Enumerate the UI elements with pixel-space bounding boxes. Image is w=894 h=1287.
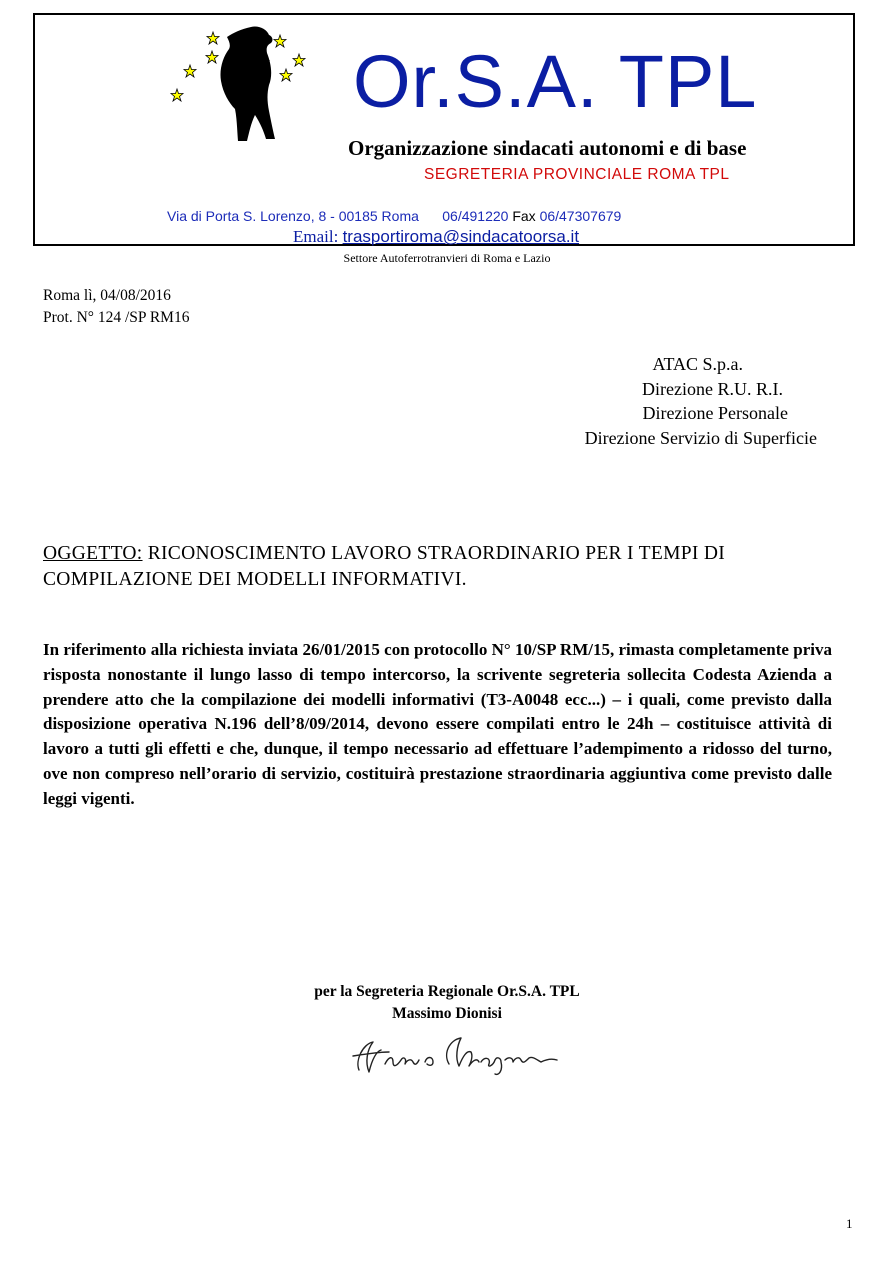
recipient-line: Direzione R.U. R.I.: [642, 378, 783, 399]
signature-block: [0, 981, 894, 1025]
recipient-line: Direzione Personale: [642, 403, 788, 423]
signature-role: per la Segreteria Regionale Or.S.A. TPL: [314, 983, 580, 1000]
segreteria-title: SEGRETERIA PROVINCIALE ROMA TPL: [424, 166, 730, 183]
letter-date: Roma lì, 04/08/2016: [43, 287, 171, 304]
email-line: [293, 227, 579, 247]
subject-text: RICONOSCIMENTO LAVORO STRAORDINARIO PER I TEMPI DI COMPILAZIONE DEI MODELLI INFORMATIVI.: [43, 543, 725, 590]
phone-number: 06/491220: [442, 208, 509, 224]
star-icon: [171, 89, 183, 101]
handwritten-signature: [345, 1030, 565, 1078]
street-address: Via di Porta S. Lorenzo, 8 -: [167, 208, 339, 224]
star-icon: [206, 51, 218, 63]
brand-title: Or.S.A. TPL: [353, 40, 758, 123]
star-icon: [274, 35, 286, 47]
page-number: 1: [846, 1216, 853, 1231]
star-icon: [207, 32, 219, 44]
protocol-number: Prot. N° 124 /SP RM16: [43, 309, 190, 326]
fax-number: 06/47307679: [539, 208, 622, 224]
recipient-line: Direzione Servizio di Superficie: [584, 427, 817, 448]
sector-caption: Settore Autoferrotranvieri di Roma e Lazio: [343, 251, 551, 265]
address-line: [167, 208, 621, 224]
body-paragraph: In riferimento alla richiesta inviata 26/01/2015 con protocollo N° 10/SP RM/15, rimasta completamente priva risposta nonostante il lungo lasso di tempo intercorso, la scrivente segreteria sollecita Codesta Azienda a prendere atto che la compilazione dei modelli informativi (T3-A0048 ecc...) – i quali, come previsto dalla disposizione operativa N.196 dell’8/09/2014, devono essere compilati entro le 24h – costituisce attività di lavoro a tutti gli effetti e che, dunque, il tempo necessario ad effettuare l’adempimento a ridosso del turno, ove non compreso nell’orario di servizio, costituirà prestazione straordinaria aggiuntiva come previsto dalle leggi vigenti.: [43, 640, 832, 808]
star-icon: [293, 54, 305, 66]
bear-with-stars-icon: [163, 23, 313, 148]
subject-label: OGGETTO:: [43, 543, 143, 564]
postal-city: 00185 Roma: [338, 208, 419, 224]
organization-name: Organizzazione sindacati autonomi e di base: [348, 136, 747, 160]
letterhead: [33, 13, 855, 246]
recipients-block: [437, 352, 817, 450]
email-label: Email:: [293, 227, 339, 246]
star-icon: [184, 65, 196, 77]
signature-name: Massimo Dionisi: [392, 1005, 502, 1022]
subject: [43, 541, 853, 593]
bear-silhouette: [220, 26, 275, 141]
star-icon: [280, 69, 292, 81]
fax-label: Fax: [512, 208, 536, 224]
recipient-line: ATAC S.p.a.: [652, 354, 743, 374]
email-link[interactable]: trasportiroma@sindacatoorsa.it: [342, 227, 580, 246]
